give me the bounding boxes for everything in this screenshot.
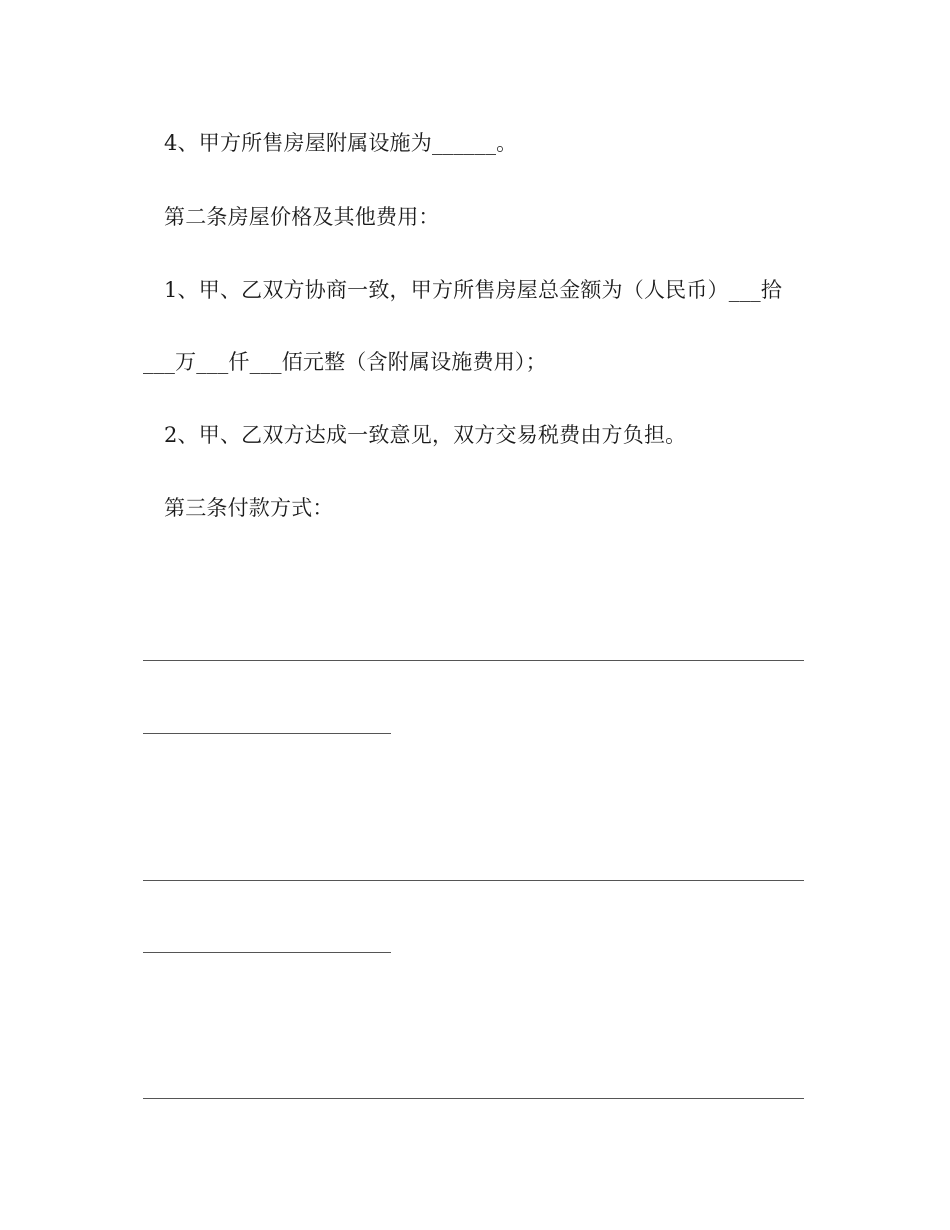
clause-attached-facilities: 4、甲方所售房屋附属设施为______。 xyxy=(164,131,518,155)
blank-line xyxy=(143,660,804,661)
clause-tax-burden: 2、甲、乙双方达成一致意见，双方交易税费由方负担。 xyxy=(164,423,687,447)
blank-line xyxy=(143,952,391,953)
blank-line xyxy=(143,880,804,881)
blank-line xyxy=(143,733,391,734)
blank-line xyxy=(143,1098,804,1099)
article-three-heading: 第三条付款方式： xyxy=(164,496,334,520)
clause-total-price-line2: ___万___仟___佰元整（含附属设施费用）； xyxy=(143,350,547,374)
article-two-heading: 第二条房屋价格及其他费用： xyxy=(164,205,440,229)
clause-total-price-line1: 1、甲、乙双方协商一致，甲方所售房屋总金额为（人民币）___拾 xyxy=(164,278,783,302)
